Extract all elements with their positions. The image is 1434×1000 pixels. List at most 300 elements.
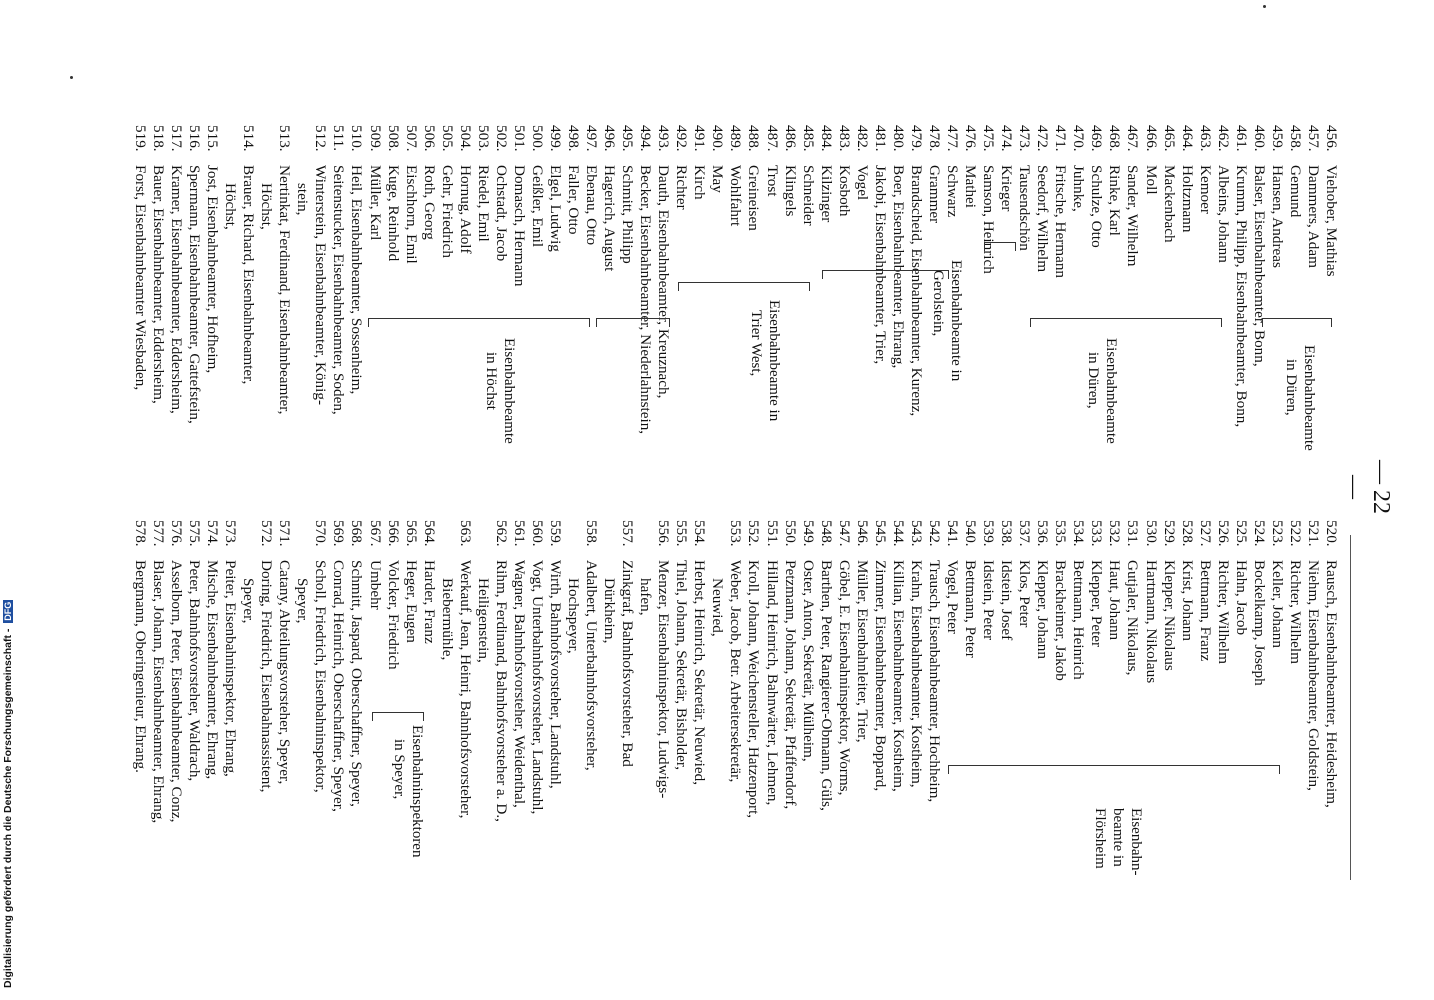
entry-text: Brauer, Richard, Eisenbahnbeamter, xyxy=(240,165,258,385)
entry-number: 571. xyxy=(276,520,294,547)
entry-text: Rausch, Eisenbahnbeamter, Heidesheim, xyxy=(1323,560,1340,808)
entry-text: Scholl, Friedrich, Eisenbahninspektor, xyxy=(312,560,330,793)
list-item xyxy=(1015,125,1033,434)
entry-text: Kroll, Johann, Weichensteller, Hatzenport, xyxy=(745,560,763,819)
entry-text: Volcker, Friedrich xyxy=(384,560,402,670)
list-item xyxy=(781,125,799,434)
entry-text: Blaser, Johann, Eisenbahnbeamter, Ehrang, xyxy=(149,560,167,824)
entry-number: 459. xyxy=(1268,125,1286,152)
entry-text: Holtzmann xyxy=(1178,165,1196,233)
list-item xyxy=(438,125,456,434)
group-label-line: Eisenbahnbeamte xyxy=(1301,345,1317,451)
entry-number: 537. xyxy=(1016,520,1034,547)
entry-number: 507. xyxy=(402,125,420,152)
list-item xyxy=(546,125,564,434)
entry-number: 559. xyxy=(546,520,564,547)
list-item xyxy=(1322,520,1340,823)
entry-number: 487. xyxy=(763,125,781,152)
list-item xyxy=(185,125,203,434)
list-item xyxy=(221,125,239,434)
entry-text: Greineisen xyxy=(745,165,763,231)
group-label-dueren-1 xyxy=(1282,345,1318,451)
entry-text: Kemoer xyxy=(1196,165,1214,214)
entry-text: Höchst, xyxy=(258,183,276,230)
footer-text: Digitalisierung gefördert durch die Deutsche Forschungsgemeinschaft - xyxy=(2,628,14,988)
entry-number: 523. xyxy=(1268,520,1286,547)
entry-number: 545. xyxy=(871,520,889,547)
entry-text: Haut, Johann xyxy=(1106,560,1124,641)
list-item xyxy=(654,125,672,434)
list-item xyxy=(654,520,672,823)
list-item xyxy=(203,520,221,823)
entry-text: Richter, Wilhelm xyxy=(1214,560,1232,664)
entry-text: Petzmann, Johann, Sekretär, Pfaffendorf, xyxy=(781,560,799,810)
brace xyxy=(596,318,670,327)
entry-number: 553. xyxy=(727,520,745,547)
entry-number: 565. xyxy=(402,520,420,547)
list-item xyxy=(384,125,402,434)
entry-number: 574. xyxy=(204,520,222,547)
entry-text: Heiligenstein, xyxy=(474,578,492,663)
entry-text: Speyer, xyxy=(294,578,312,624)
entry-text: Wagner, Bahnhofsvorsteher, Weidenthal, xyxy=(510,560,528,808)
entry-text: Peter, Bahnhofsvorsteher, Waldrach, xyxy=(186,560,204,782)
list-item xyxy=(1141,125,1159,434)
entry-number: 474. xyxy=(998,125,1016,152)
entry-text: Brandscheid, Eisenbahnbeamter, Kurenz, xyxy=(907,165,925,417)
entry-text: Tausendschön xyxy=(1016,165,1034,251)
entry-number: 495. xyxy=(619,125,637,152)
column-divider xyxy=(1350,535,1351,880)
entry-number: 570. xyxy=(312,520,330,547)
entry-number: 558. xyxy=(583,520,601,547)
entry-number: 514. xyxy=(240,125,258,152)
list-item xyxy=(672,125,690,434)
list-item xyxy=(943,520,961,823)
entry-text: Klos, Peter xyxy=(1016,560,1034,628)
entry-number: 564. xyxy=(420,520,438,547)
entry-text: Klepper, Nikolaus xyxy=(1160,560,1178,671)
entry-text: Brackheimer, Jakob xyxy=(1052,560,1070,681)
list-item xyxy=(744,520,762,823)
entry-number: 516. xyxy=(186,125,204,152)
list-item xyxy=(961,520,979,823)
entry-text: Killian, Eisenbahnbeamter, Kostheim, xyxy=(889,560,907,792)
brace xyxy=(1030,318,1222,327)
entry-text: Mathei xyxy=(962,165,980,209)
entry-number: 502. xyxy=(492,125,510,152)
list-item xyxy=(853,125,871,434)
entry-number: 471. xyxy=(1052,125,1070,152)
entry-text: Gemund xyxy=(1286,165,1304,218)
list-item xyxy=(293,125,311,434)
entry-number: 482. xyxy=(853,125,871,152)
entry-text: Hochspeyer, xyxy=(565,578,583,654)
list-item xyxy=(799,520,817,823)
list-item xyxy=(275,125,293,434)
entry-number: 525. xyxy=(1232,520,1250,547)
entry-number: 462. xyxy=(1214,125,1232,152)
list-item xyxy=(871,520,889,823)
entry-text: Göbel, E. Eisenbahninspektor, Worms, xyxy=(835,560,853,796)
list-item xyxy=(402,125,420,434)
entry-text: Dauth, Eisenbahnbeamter, Kreuznach, xyxy=(655,165,673,399)
entry-text: Bergmann, Oberingenieur, Ehrang. xyxy=(131,560,149,773)
entry-number: 526. xyxy=(1214,520,1232,547)
entry-number: 461. xyxy=(1232,125,1250,152)
entry-text: Heil, Eisenbahnbeamter, Sossenheim, xyxy=(348,165,366,395)
entry-text: Müller, Eisenbahnleiter, Trier, xyxy=(853,560,871,743)
list-item xyxy=(1033,125,1051,434)
list-item xyxy=(510,520,528,823)
entry-text: Viehober, Mathias xyxy=(1323,165,1340,277)
list-item xyxy=(456,520,474,823)
list-item xyxy=(636,125,654,434)
entry-text: Hahn, Jacob xyxy=(1232,560,1250,636)
entry-text: Bettmann, Peter xyxy=(962,560,980,658)
entry-number: 469. xyxy=(1088,125,1106,152)
entry-number: 472. xyxy=(1034,125,1052,152)
entry-text: Hilland, Heinrich, Bahnwärter, Lehmen, xyxy=(763,560,781,806)
entry-number: 484. xyxy=(817,125,835,152)
list-item xyxy=(257,520,275,823)
group-label-line: in Höchst xyxy=(483,352,499,410)
list-item xyxy=(907,520,925,823)
list-item xyxy=(1051,125,1069,434)
list-item xyxy=(131,520,149,823)
entry-text: Ochstadt, Jacob xyxy=(492,165,510,262)
group-label-line: Eisenbahnbeamte in xyxy=(948,260,964,382)
entry-text: Wirth, Bahnhofsvorsteher, Landstuhl, xyxy=(546,560,564,789)
entry-text: Peiter, Eisenbahninspektor, Ehrang, xyxy=(222,560,240,777)
entry-text: Domasch, Hermann xyxy=(510,165,528,287)
entry-number: 512. xyxy=(312,125,330,152)
list-item xyxy=(817,520,835,823)
entry-text: Idstein, Peter xyxy=(980,560,998,641)
entry-text: Schmitt, Jaspard, Oberschaffner, Speyer, xyxy=(348,560,366,807)
entry-text: Spermann, Eisenbahnbeamter, Gattefstein, xyxy=(186,165,204,424)
entry-number: 556. xyxy=(655,520,673,547)
entry-text: Höchst, xyxy=(222,183,240,230)
entry-text: Doring, Friedrich, Eisenbahnassistent, xyxy=(258,560,276,793)
entry-text: Wohlfahrt xyxy=(727,165,745,227)
entry-text: Idstein, Josef xyxy=(998,560,1016,641)
entry-number: 491. xyxy=(691,125,709,152)
brace xyxy=(984,242,1016,251)
entry-number: 561. xyxy=(510,520,528,547)
group-label-line: beamte in xyxy=(1110,808,1126,867)
entry-number: 519. xyxy=(131,125,149,152)
entry-number: 539. xyxy=(980,520,998,547)
entry-text: Faller, Otto xyxy=(565,165,583,235)
right-column xyxy=(131,520,1340,823)
list-item xyxy=(1268,520,1286,823)
entry-text: Samson, Heinrich xyxy=(980,165,998,274)
entry-text: Neuwied, xyxy=(709,578,727,637)
entry-number: 504. xyxy=(456,125,474,152)
brace xyxy=(678,282,810,291)
entry-number: 458. xyxy=(1286,125,1304,152)
entry-number: 532. xyxy=(1106,520,1124,547)
entry-text: hafen, xyxy=(637,578,655,616)
list-item xyxy=(347,520,365,823)
entry-text: Balser, Eisenbahnbeamter, Bonn, xyxy=(1250,165,1268,367)
entry-number: 466. xyxy=(1142,125,1160,152)
list-item xyxy=(528,125,546,434)
entry-text: Werkauf, Jean, Heinri, Bahnhofsvorsteher, xyxy=(456,560,474,819)
entry-number: 489. xyxy=(727,125,745,152)
list-item xyxy=(257,125,275,434)
entry-text: Kramer, Eisenbahnbeamter, Eddersheim, xyxy=(168,165,185,414)
entry-number: 497. xyxy=(583,125,601,152)
list-item xyxy=(889,520,907,823)
entry-number: 546. xyxy=(853,520,871,547)
list-item xyxy=(239,125,257,434)
entry-number: 500. xyxy=(528,125,546,152)
group-label-trier-west xyxy=(747,300,783,421)
list-item xyxy=(925,520,943,823)
list-item xyxy=(690,125,708,434)
entry-number: 511. xyxy=(330,125,348,152)
list-item xyxy=(1123,520,1141,823)
list-item xyxy=(997,520,1015,823)
entry-text: Krieger xyxy=(998,165,1016,212)
entry-number: 550. xyxy=(781,520,799,547)
entry-text: Rihm, Ferdinand, Bahnhofsvorsteher a. D., xyxy=(492,560,510,822)
entry-text: Zinkgraf, Bahnhofsvorsteher, Bad xyxy=(619,560,637,767)
entry-number: 501. xyxy=(510,125,528,152)
entry-text: Moll xyxy=(1142,165,1160,195)
entry-number: 468. xyxy=(1106,125,1124,152)
entry-number: 465. xyxy=(1160,125,1178,152)
list-item xyxy=(997,125,1015,434)
group-label-line: Eisenbahnbeamte in xyxy=(766,300,782,422)
entry-text: Umbehr xyxy=(366,560,384,610)
list-item xyxy=(1232,125,1250,434)
entry-text: Richter, Wilhelm xyxy=(1286,560,1304,664)
entry-text: Hansen, Andreas xyxy=(1268,165,1286,268)
list-item xyxy=(1087,520,1105,823)
entry-text: Müller, Karl xyxy=(366,165,384,241)
entry-text: Schwarz xyxy=(944,165,962,218)
group-label-line: in Speyer, xyxy=(391,739,407,800)
entry-number: 557. xyxy=(619,520,637,547)
entry-text: Jakobi, Eisenbahnbeamter, Trier, xyxy=(871,165,889,365)
list-item xyxy=(311,520,329,823)
entry-text: Seitenstucker, Eisenbahnbeamter, Soden, xyxy=(330,165,348,415)
entry-text: Winterstein, Eisenbahnbeamter, König- xyxy=(312,165,330,406)
entry-text: Geißler, Emil xyxy=(528,165,546,248)
list-item xyxy=(618,125,636,434)
list-item xyxy=(329,520,347,823)
list-item xyxy=(979,125,997,434)
entry-text: Eischhorn, Emil xyxy=(402,165,420,264)
entry-number: 521. xyxy=(1304,520,1322,547)
list-item xyxy=(871,125,889,434)
entry-number: 503. xyxy=(474,125,492,152)
list-item xyxy=(221,520,239,823)
entry-number: 479. xyxy=(907,125,925,152)
entry-text: stein, xyxy=(294,183,312,216)
entry-text: Vogt, Unterbahnhofsvorsteher, Landstuhl, xyxy=(528,560,546,815)
brace xyxy=(368,318,590,327)
list-item xyxy=(1069,520,1087,823)
entry-number: 572. xyxy=(258,520,276,547)
entry-number: 569. xyxy=(330,520,348,547)
brace xyxy=(372,712,424,721)
entry-text: Biebermühle, xyxy=(438,578,456,661)
entry-number: 520. xyxy=(1323,520,1340,547)
left-column xyxy=(131,125,1340,434)
list-item xyxy=(726,520,744,823)
entry-text: Schneider xyxy=(799,165,817,226)
list-item xyxy=(293,520,311,823)
entry-number: 488. xyxy=(745,125,763,152)
list-item xyxy=(817,125,835,434)
list-item xyxy=(149,520,167,823)
entry-number: 529. xyxy=(1160,520,1178,547)
entry-number: 552. xyxy=(745,520,763,547)
list-item xyxy=(1196,520,1214,823)
entry-text: Keller, Johann xyxy=(1268,560,1286,648)
list-item xyxy=(275,520,293,823)
list-item xyxy=(907,125,925,434)
list-item xyxy=(781,520,799,823)
brace xyxy=(948,765,1280,774)
entry-number: 524. xyxy=(1250,520,1268,547)
page-speck xyxy=(1263,5,1266,8)
list-item xyxy=(329,125,347,434)
entry-text: Jost, Eisenbahnbeamter, Hofheim, xyxy=(204,165,222,374)
entry-text: Hartmann, Nikolaus xyxy=(1142,560,1160,684)
list-item xyxy=(1178,125,1196,434)
entry-number: 567. xyxy=(366,520,384,547)
entry-text: Niehm, Eisenbahnbeamter, Goldstein, xyxy=(1304,560,1322,791)
list-item xyxy=(636,520,654,823)
list-item xyxy=(690,520,708,823)
entry-text: Conrad, Heinrich, Oberschaffner, Speyer, xyxy=(330,560,348,812)
group-label-line: Eisenbahninspektoren xyxy=(409,725,425,858)
entry-text: Riedel, Emil xyxy=(474,165,492,242)
list-item xyxy=(1051,520,1069,823)
entry-number: 490. xyxy=(709,125,727,152)
entry-number: 518. xyxy=(149,125,167,152)
entry-text: Oster, Anton, Sekretär, Mülheim, xyxy=(799,560,817,762)
page-speck xyxy=(70,76,73,79)
list-item xyxy=(1304,520,1322,823)
entry-text: Klepper, Peter xyxy=(1088,560,1106,648)
entry-text: Bockelkamp, Joseph xyxy=(1250,560,1268,686)
entry-text: Gehr, Friedrich xyxy=(438,165,456,259)
entry-number: 554. xyxy=(691,520,709,547)
entry-text: Klingels xyxy=(781,165,799,217)
list-item xyxy=(456,125,474,434)
entry-text: Krumm, Philipp, Eisenbahnbeamter, Bonn, xyxy=(1232,165,1250,428)
entry-text: Boer, Eisenbahnbeamter, Ehrang, xyxy=(889,165,907,369)
entry-number: 575. xyxy=(186,520,204,547)
entry-text: Krist, Johann xyxy=(1178,560,1196,641)
group-label-line: Eisenbahnbeamte xyxy=(501,338,517,444)
entry-number: 533. xyxy=(1088,520,1106,547)
entry-number: 573. xyxy=(222,520,240,547)
entry-number: 485. xyxy=(799,125,817,152)
entry-text: Bettmann, Franz xyxy=(1196,560,1214,662)
entry-text: Mische, Eisenbahnbeamter, Ehrang, xyxy=(204,560,222,780)
entry-text: Bauer, Eisenbahnbeamter, Eddersheim, xyxy=(149,165,167,404)
list-item xyxy=(564,125,582,434)
entry-text: Kuge, Reinhold xyxy=(384,165,402,262)
entry-number: 568. xyxy=(348,520,366,547)
list-item xyxy=(438,520,456,823)
list-item xyxy=(239,520,257,823)
list-item xyxy=(1015,520,1033,823)
list-item xyxy=(1178,520,1196,823)
entry-text: Grammer xyxy=(925,165,943,224)
list-item xyxy=(492,520,510,823)
entry-text: Kirch xyxy=(691,165,709,200)
entry-text: Becker, Eisenbahnbeamter, Niederlahnstein, xyxy=(637,165,655,435)
list-item xyxy=(365,125,383,434)
list-item xyxy=(726,125,744,434)
entry-text: Schmitt, Philipp xyxy=(619,165,637,264)
entry-text: Asselborn, Peter, Eisenbahnbeamter, Conz, xyxy=(168,560,185,823)
entry-text: Speyer, xyxy=(240,578,258,624)
entry-text: Albeins, Johann xyxy=(1214,165,1232,263)
entry-number: 555. xyxy=(673,520,691,547)
entry-number: 481. xyxy=(871,125,889,152)
dfg-logo: DFG xyxy=(3,601,13,621)
entry-number: 486. xyxy=(781,125,799,152)
entry-text: Sander, Wilhelm xyxy=(1124,165,1142,267)
list-item xyxy=(474,520,492,823)
entry-number: 531. xyxy=(1124,520,1142,547)
list-item xyxy=(203,125,221,434)
entry-number: 515. xyxy=(204,125,222,152)
entry-number: 542. xyxy=(925,520,943,547)
entry-number: 467. xyxy=(1124,125,1142,152)
entry-text: Kilzinger xyxy=(817,165,835,223)
entry-text: Kosboth xyxy=(835,165,853,217)
entry-number: 547. xyxy=(835,520,853,547)
entry-number: 498. xyxy=(565,125,583,152)
list-item xyxy=(799,125,817,434)
entry-text: Heger, Eugen xyxy=(402,560,420,643)
entry-number: 536. xyxy=(1034,520,1052,547)
entry-text: Klepper, Johann xyxy=(1034,560,1052,659)
entry-number: 530. xyxy=(1142,520,1160,547)
list-item xyxy=(600,125,618,434)
entry-number: 535. xyxy=(1052,520,1070,547)
entry-number: 505. xyxy=(438,125,456,152)
group-label-line: Trier West, xyxy=(748,310,764,377)
entry-text: Weber, Jacob, Betr. Arbeitersekretär, xyxy=(727,560,745,783)
entry-number: 506. xyxy=(420,125,438,152)
entry-number: 527. xyxy=(1196,520,1214,547)
entry-text: Mackenbach xyxy=(1160,165,1178,243)
entry-number: 475. xyxy=(980,125,998,152)
entry-text: Hornug, Adolf xyxy=(456,165,474,254)
list-item xyxy=(1141,520,1159,823)
entry-number: 457. xyxy=(1304,125,1322,152)
entry-text: Adalbert, Unterbahnhofsvorsteher, xyxy=(583,560,601,771)
list-item xyxy=(149,125,167,434)
entry-number: 494. xyxy=(637,125,655,152)
entry-number: 549. xyxy=(799,520,817,547)
list-item xyxy=(564,520,582,823)
list-item xyxy=(618,520,636,823)
group-label-line: Gerolstein, xyxy=(930,270,946,337)
list-item xyxy=(1160,125,1178,434)
